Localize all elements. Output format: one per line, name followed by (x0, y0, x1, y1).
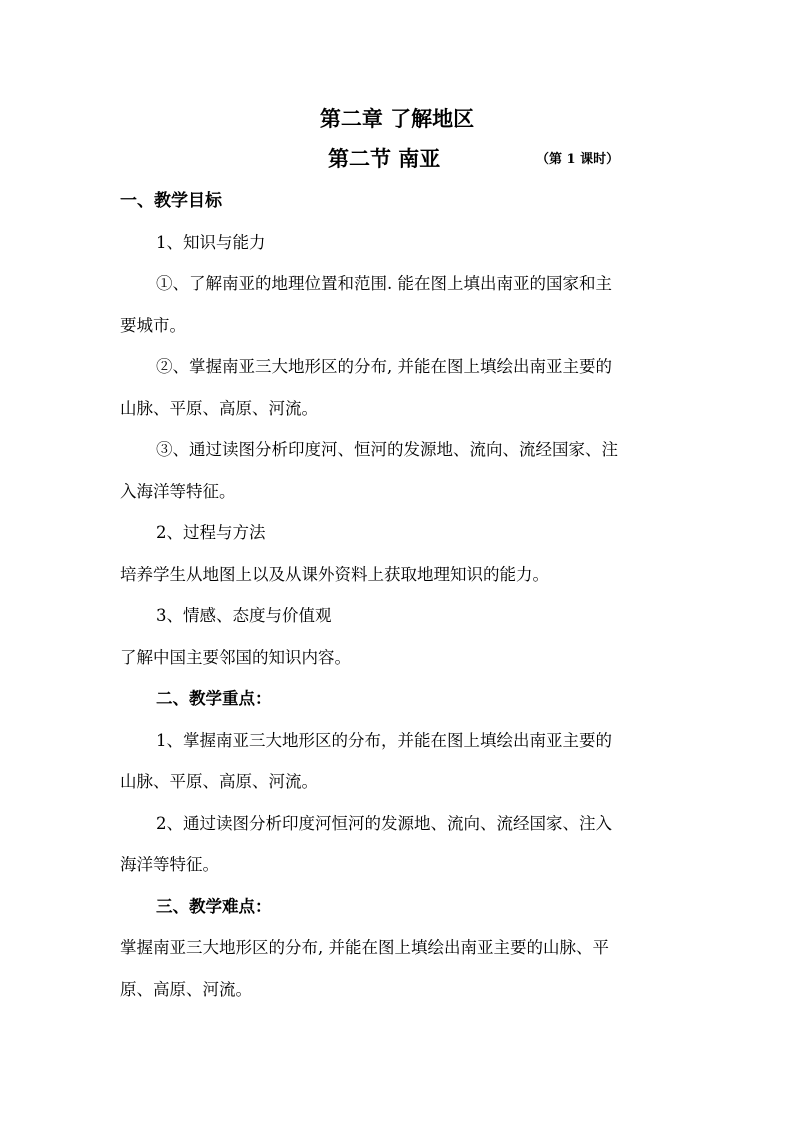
objectives-sub2-label: 2、过程与方法 (156, 523, 266, 542)
chapter-title: 第二章 了解地区 (319, 106, 475, 131)
key-points-item2-line2: 海洋等特征。 (120, 855, 219, 874)
objectives-item3-line1: ③、通过读图分析印度河、恒河的发源地、流向、流经国家、注 (156, 440, 618, 459)
key-points-item1-line1: 1、掌握南亚三大地形区的分布，并能在图上填绘出南亚主要的 (156, 731, 612, 750)
key-points-heading: 二、教学重点： (156, 689, 272, 708)
lesson-tag: （第 1 课时） (536, 152, 620, 167)
objectives-sub2-text: 培养学生从地图上以及从课外资料上获取地理知识的能力。 (120, 565, 549, 584)
section-title-row (328, 146, 440, 174)
objectives-item3-line2: 入海洋等特征。 (120, 482, 236, 501)
objectives-sub1-label: 1、知识与能力 (156, 233, 266, 252)
difficulties-heading: 三、教学难点： (156, 897, 272, 916)
objectives-item1-line1: ①、了解南亚的地理位置和范围. 能在图上填出南亚的国家和主 (156, 274, 612, 293)
objectives-item1-line2: 要城市。 (120, 316, 186, 335)
difficulties-line2: 原、高原、河流。 (120, 980, 252, 999)
key-points-item1-line2: 山脉、平原、高原、河流。 (120, 772, 318, 791)
objectives-sub3-text: 了解中国主要邻国的知识内容。 (120, 648, 351, 667)
section-title: 第二节 南亚 (328, 146, 441, 171)
objectives-sub3-label: 3、情感、态度与价值观 (156, 606, 332, 625)
difficulties-line1: 掌握南亚三大地形区的分布, 并能在图上填绘出南亚主要的山脉、平 (120, 938, 609, 957)
objectives-item2-line2: 山脉、平原、高原、河流。 (120, 399, 318, 418)
objectives-item2-line1: ②、掌握南亚三大地形区的分布, 并能在图上填绘出南亚主要的 (156, 357, 612, 376)
key-points-item2-line1: 2、通过读图分析印度河恒河的发源地、流向、流经国家、注入 (156, 814, 612, 833)
objectives-heading: 一、教学目标 (120, 191, 222, 211)
